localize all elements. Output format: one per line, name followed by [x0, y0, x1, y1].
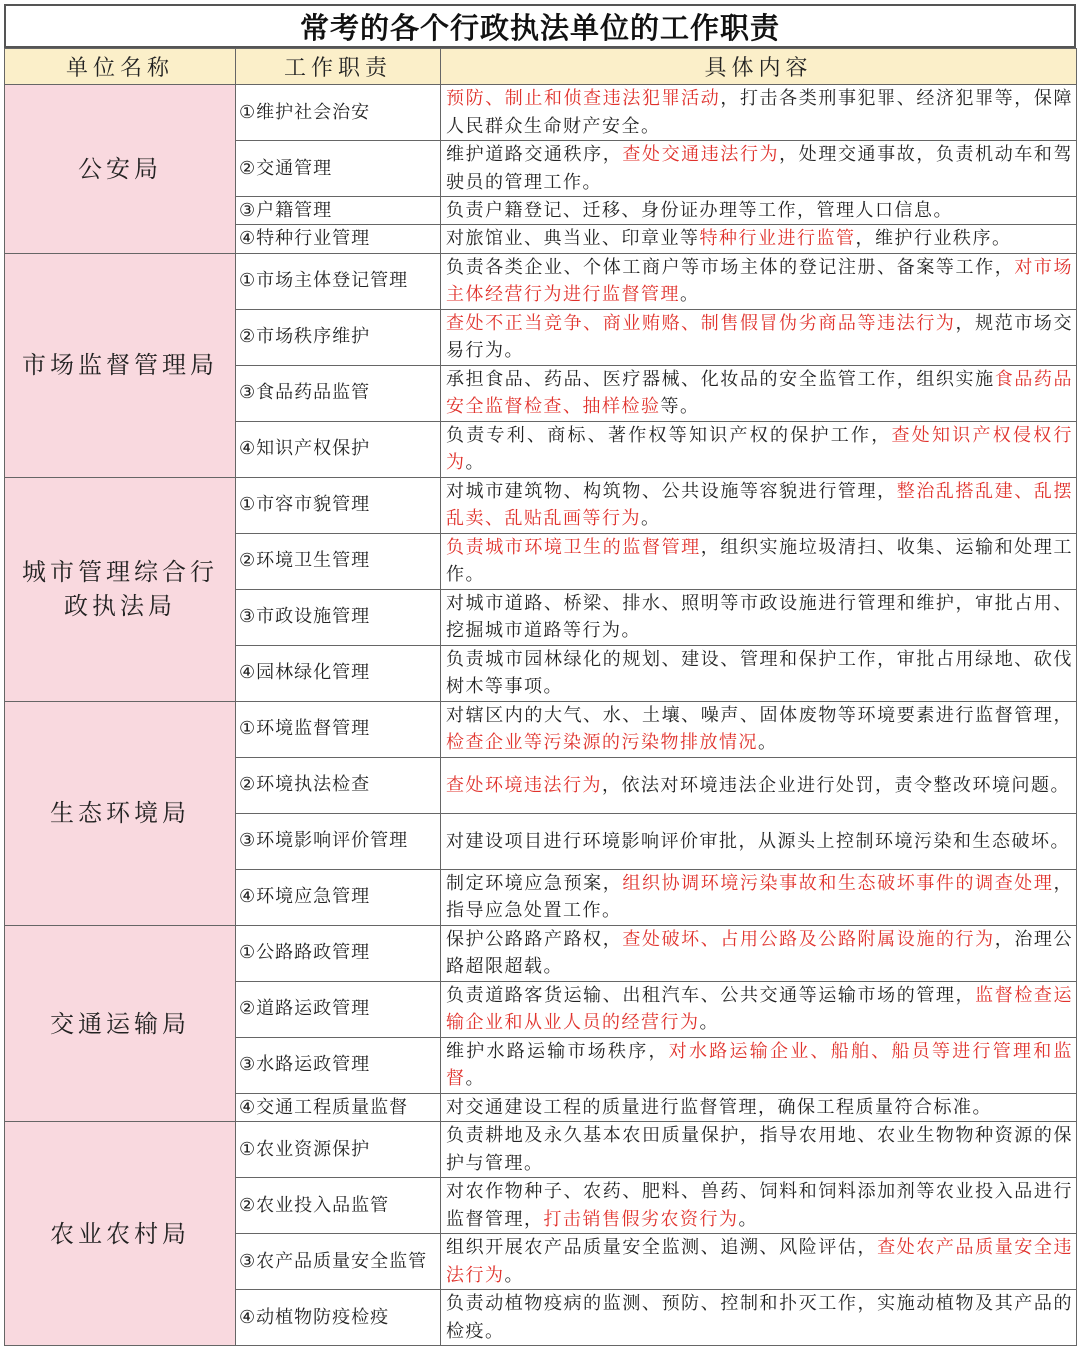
detail-text: 对城市道路、桥梁、排水、照明等市政设施进行管理和维护，审批占用、挖掘城市道路等行为。 [446, 592, 1073, 642]
detail-text: 组织开展农产品质量安全监测、追溯、风险评估， [446, 1237, 878, 1259]
detail-text: 制定环境应急预案， [446, 872, 623, 894]
table-row [5, 85, 1077, 141]
highlighted-text: 食品药品安全监督检查、抽样检验 [446, 368, 1074, 418]
detail-cell [441, 1037, 1077, 1093]
unit-name-cell: 城市管理综合行政执法局 [5, 477, 236, 701]
unit-name-cell: 生态环境局 [5, 701, 236, 925]
duty-cell: ②市场秩序维护 [236, 309, 441, 365]
detail-text: 对农作物种子、农药、肥料、兽药、饲料和饲料添加剂等农业投入品进行监督管理， [446, 1181, 1073, 1230]
detail-cell [441, 253, 1077, 309]
duties-table [4, 48, 1077, 1346]
detail-text: 。 [680, 284, 700, 306]
duty-cell: ②交通管理 [236, 141, 441, 197]
detail-text: 维护道路交通秩序， [446, 144, 623, 166]
duty-cell: ③环境影响评价管理 [236, 813, 441, 869]
detail-cell [441, 589, 1077, 645]
detail-text: ，维护行业秩序。 [855, 228, 1012, 250]
table-row [5, 253, 1077, 309]
highlighted-text: 特种行业进行监管 [699, 228, 856, 250]
header-unit: 单位名称 [5, 49, 236, 85]
table-row [5, 701, 1077, 757]
detail-cell [441, 813, 1077, 869]
duty-cell: ④动植物防疫检疫 [236, 1290, 441, 1346]
highlighted-text: 查处交通违法行为 [622, 144, 780, 166]
duty-cell: ④知识产权保护 [236, 421, 441, 477]
duty-cell: ①市容市貌管理 [236, 477, 441, 533]
highlighted-text: 负责城市环境卫生的监督管理 [446, 536, 701, 558]
detail-text: 。 [465, 1068, 485, 1090]
duty-cell: ①公路路政管理 [236, 925, 441, 981]
detail-text: 负责城市园林绿化的规划、建设、管理和保护工作，审批占用绿地、砍伐树木等事项。 [446, 648, 1073, 698]
detail-text: ，治理公路超限超载。 [446, 928, 1074, 978]
detail-text: 负责道路客货运输、出租汽车、公共交通等运输市场的管理， [446, 984, 976, 1006]
detail-cell [441, 1234, 1077, 1290]
detail-text: 负责各类企业、个体工商户等市场主体的登记注册、备案等工作， [446, 256, 1015, 278]
detail-text: 保护公路路产路权， [446, 928, 623, 950]
duty-cell: ②环境执法检查 [236, 757, 441, 813]
detail-cell [441, 981, 1077, 1037]
highlighted-text: 查处知识产权侵权行为 [446, 424, 1073, 474]
highlighted-text: 整治乱搭乱建、乱摆乱卖、乱贴乱画等行为 [446, 480, 1074, 530]
detail-cell [441, 1290, 1077, 1346]
detail-text: 。 [504, 1264, 524, 1286]
detail-cell [441, 533, 1077, 589]
unit-name-cell: 农业农村局 [5, 1122, 236, 1346]
duty-cell: ②农业投入品监管 [236, 1178, 441, 1234]
detail-cell [441, 225, 1077, 253]
table-row [5, 1122, 1077, 1178]
detail-cell [441, 365, 1077, 421]
duties-sheet [4, 4, 1076, 1342]
detail-cell [441, 645, 1077, 701]
detail-cell [441, 1178, 1077, 1234]
detail-cell [441, 1122, 1077, 1178]
detail-text: 负责耕地及永久基本农田质量保护，指导农用地、农业生物物种资源的保护与管理。 [446, 1125, 1073, 1174]
detail-text: 负责专利、商标、著作权等知识产权的保护工作， [446, 424, 892, 446]
duty-cell: ④特种行业管理 [236, 225, 441, 253]
duty-cell: ③食品药品监管 [236, 365, 441, 421]
unit-name-cell: 交通运输局 [5, 925, 236, 1121]
duty-cell: ②道路运政管理 [236, 981, 441, 1037]
duty-cell: ④园林绿化管理 [236, 645, 441, 701]
duty-cell: ③水路运政管理 [236, 1037, 441, 1093]
duty-cell: ③农产品质量安全监管 [236, 1234, 441, 1290]
detail-text: 。 [758, 732, 778, 754]
highlighted-text: 查处农产品质量安全违法行为 [446, 1237, 1074, 1286]
detail-text: 对建设项目进行环境影响评价审批，从源头上控制环境污染和生态破坏。 [446, 830, 1070, 852]
duty-cell: ②环境卫生管理 [236, 533, 441, 589]
detail-cell [441, 869, 1077, 925]
detail-cell [441, 701, 1077, 757]
unit-name-cell: 市场监督管理局 [5, 253, 236, 477]
header-row [5, 49, 1077, 85]
detail-cell [441, 141, 1077, 197]
table-body [5, 85, 1077, 1346]
detail-cell [441, 309, 1077, 365]
detail-text: 。 [699, 1012, 719, 1034]
highlighted-text: 打击销售假劣农资行为 [543, 1208, 739, 1230]
highlighted-text: 查处环境违法行为 [446, 774, 602, 796]
unit-name-cell: 公安局 [5, 85, 236, 254]
detail-text: ，指导应急处置工作。 [446, 872, 1074, 922]
detail-text: 等。 [660, 396, 700, 418]
detail-text: 对旅馆业、典当业、印章业等 [446, 228, 700, 250]
table-row [5, 477, 1077, 533]
highlighted-text: 对水路运输企业、船舶、船员等进行管理和监督 [446, 1040, 1073, 1090]
detail-text: 对城市建筑物、构筑物、公共设施等容貌进行管理， [446, 480, 897, 502]
detail-text: 对交通建设工程的质量进行监督管理，确保工程质量符合标准。 [446, 1096, 992, 1118]
highlighted-text: 预防、制止和侦查违法犯罪活动 [446, 88, 721, 110]
detail-text: 。 [738, 1208, 758, 1230]
detail-cell [441, 757, 1077, 813]
duty-cell: ①维护社会治安 [236, 85, 441, 141]
duty-cell: ①市场主体登记管理 [236, 253, 441, 309]
header-detail: 具体内容 [441, 49, 1077, 85]
detail-text: 维护水路运输市场秩序， [446, 1040, 669, 1062]
detail-text: 负责动植物疫病的监测、预防、控制和扑灭工作，实施动植物及其产品的检疫。 [446, 1293, 1073, 1342]
highlighted-text: 查处破坏、占用公路及公路附属设施的行为 [622, 928, 995, 950]
highlighted-text: 查处不正当竞争、商业贿赂、制售假冒伪劣商品等违法行为 [446, 312, 956, 334]
detail-cell [441, 85, 1077, 141]
detail-cell [441, 925, 1077, 981]
duty-cell: ③户籍管理 [236, 197, 441, 225]
duty-cell: ①环境监督管理 [236, 701, 441, 757]
duty-cell: ③市政设施管理 [236, 589, 441, 645]
detail-text: ，组织实施垃圾清扫、收集、运输和处理工作。 [446, 536, 1074, 586]
duty-cell: ①农业资源保护 [236, 1122, 441, 1178]
detail-text: 对辖区内的大气、水、土壤、噪声、固体废物等环境要素进行监督管理， [446, 704, 1073, 726]
detail-text: ，依法对环境违法企业进行处罚，责令整改环境问题。 [602, 774, 1070, 796]
highlighted-text: 组织协调环境污染事故和生态破坏事件的调查处理 [622, 872, 1054, 894]
highlighted-text: 监督检查运输企业和从业人员的经营行为 [446, 984, 1074, 1034]
detail-text: 负责户籍登记、迁移、身份证办理等工作，管理人口信息。 [446, 200, 953, 221]
detail-cell [441, 1093, 1077, 1121]
detail-text: 。 [641, 508, 661, 530]
detail-text: ，规范市场交易行为。 [446, 312, 1073, 362]
detail-text: ，打击各类刑事犯罪、经济犯罪等，保障人民群众生命财产安全。 [446, 88, 1074, 137]
detail-text: ，处理交通事故，负责机动车和驾驶员的管理工作。 [446, 144, 1074, 193]
header-duty: 工作职责 [236, 49, 441, 85]
duty-cell: ④交通工程质量监督 [236, 1093, 441, 1121]
detail-text: 。 [465, 452, 485, 474]
detail-cell [441, 421, 1077, 477]
page-title: 常考的各个行政执法单位的工作职责 [4, 4, 1076, 48]
detail-cell [441, 477, 1077, 533]
detail-text: 承担食品、药品、医疗器械、化妆品的安全监管工作，组织实施 [446, 368, 995, 390]
highlighted-text: 检查企业等污染源的污染物排放情况 [446, 732, 758, 754]
table-row [5, 925, 1077, 981]
duty-cell: ④环境应急管理 [236, 869, 441, 925]
highlighted-text: 对市场主体经营行为进行监督管理 [446, 256, 1074, 306]
detail-cell [441, 197, 1077, 225]
